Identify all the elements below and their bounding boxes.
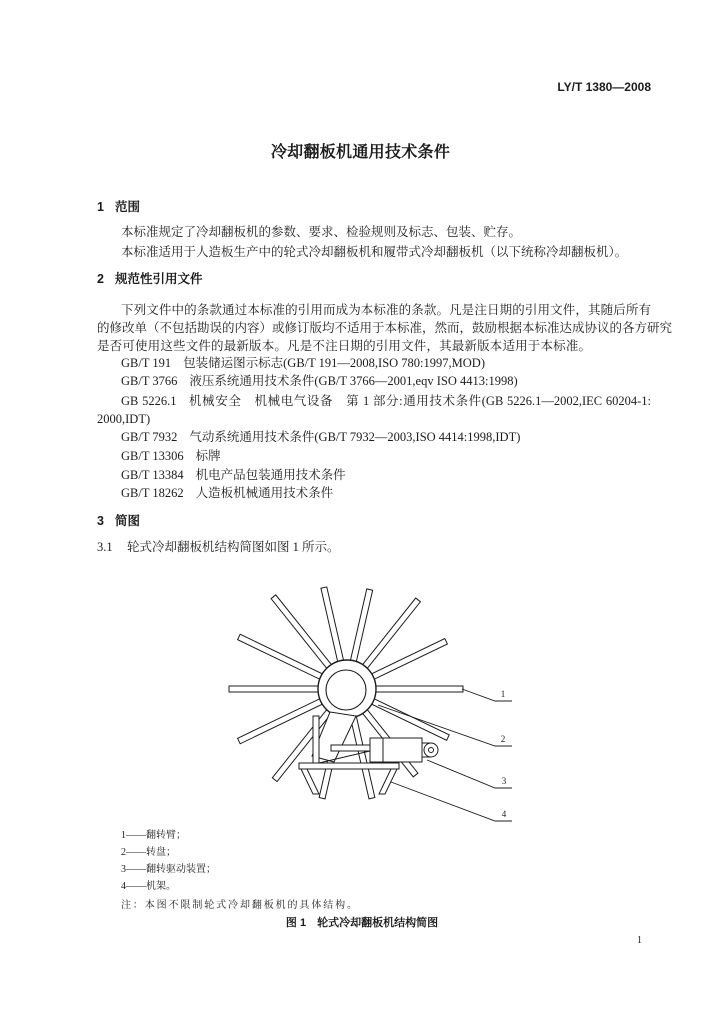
spoke — [321, 587, 344, 661]
leader-line-3 — [427, 760, 512, 788]
figure-caption-label: 图 1 — [285, 917, 307, 929]
paragraph-line: 是否可使用这些文件的最新版本。凡是不注日期的引用文件，其最新版本适用于本标准。 — [97, 339, 591, 353]
document-title: 冷却翻板机通用技术条件 — [270, 144, 451, 161]
paragraph-line: 的修改单（不包括勘误的内容）或修订版均不适用于本标准，然而，鼓励根据本标准达成协议的各方研究 — [97, 321, 673, 335]
spoke — [376, 686, 463, 692]
piston-rod — [331, 745, 370, 751]
reference-title: 气动系统通用技术条件(GB/T 7932—2003,ISO 4414:1998,IDT) — [189, 430, 521, 444]
figure-caption — [0, 917, 721, 930]
frame-left-leg — [301, 769, 319, 794]
hub-outer-ring — [318, 660, 376, 718]
reference-title: 机械安全 机械电气设备 第 1 部分:通用技术条件(GB 5226.1—2002,IEC 60204-1: — [188, 394, 651, 408]
reference-code: GB/T 7932 — [121, 430, 178, 444]
frame-top-bar — [299, 763, 399, 769]
turning-drive-cylinder — [331, 738, 438, 762]
callout-label-1: 1 — [500, 689, 506, 699]
reference-item — [121, 394, 651, 409]
section-heading-scope — [97, 200, 140, 215]
figure-caption-gap — [306, 917, 317, 929]
reference-item — [121, 468, 346, 483]
legend-item: 3——翻转驱动装置； — [121, 864, 216, 875]
cylinder-body — [370, 738, 422, 762]
reference-title: 机电产品包装通用技术条件 — [195, 468, 346, 482]
cylinder-pin-center — [429, 748, 434, 753]
subsection-number: 3.1 — [97, 540, 113, 554]
frame-right-leg — [379, 769, 397, 794]
figure-note: 注：本图不限制轮式冷却翻板机的具体结构。 — [121, 900, 357, 911]
reference-code: GB/T 191 — [121, 356, 172, 370]
frame-post — [313, 716, 319, 763]
turntable-hub — [318, 660, 376, 718]
wheel-cooling-turner-diagram — [215, 570, 525, 828]
section-number: 2 — [97, 272, 104, 286]
spoke — [229, 686, 318, 692]
subsection-3-1 — [97, 540, 340, 555]
reference-title: 标牌 — [195, 449, 221, 463]
spoke — [351, 589, 373, 662]
section-heading-diagram — [97, 514, 140, 529]
reference-item — [121, 356, 485, 371]
paragraph-line: 本标准适用于人造板生产中的轮式冷却翻板机和履带式冷却翻板机（以下统称冷却翻板机）。 — [121, 245, 628, 259]
reference-item — [121, 374, 518, 389]
callout-label-3: 3 — [501, 776, 507, 786]
reference-code: GB/T 3766 — [121, 374, 178, 388]
figure-caption-title: 轮式冷却翻板机结构简图 — [317, 917, 439, 929]
reference-title: 包装储运图示标志(GB/T 191—2008,ISO 780:1997,MOD) — [183, 356, 485, 370]
reference-code: GB/T 13306 — [121, 449, 184, 463]
section-title: 简图 — [115, 514, 141, 528]
reference-item — [121, 449, 221, 464]
paragraph-line: 下列文件中的条款通过本标准的引用而成为本标准的条款。凡是注日期的引用文件，其随后所有 — [121, 303, 651, 317]
section-heading-normative-references — [97, 272, 203, 287]
reference-code: GB/T 13384 — [121, 468, 184, 482]
reference-code: GB 5226.1 — [121, 394, 177, 408]
section-number: 1 — [97, 200, 104, 214]
reference-item — [121, 486, 333, 501]
subsection-text: 轮式冷却翻板机结构简图如图 1 所示。 — [127, 540, 340, 554]
section-number: 3 — [97, 514, 104, 528]
paragraph-line: 本标准规定了冷却翻板机的参数、要求、检验规则及标志、包装、贮存。 — [121, 225, 522, 239]
standard-code-header: LY/T 1380—2008 — [557, 80, 651, 94]
legend-item: 2——转盘； — [121, 847, 176, 858]
reference-code: GB/T 18262 — [121, 486, 184, 500]
reference-item — [121, 430, 520, 445]
callout-label-4: 4 — [501, 809, 507, 819]
page-number: 1 — [637, 935, 642, 946]
reference-title: 液压系统通用技术条件(GB/T 3766—2001,eqv ISO 4413:1998) — [189, 374, 518, 388]
reference-title: 人造板机械通用技术条件 — [195, 486, 334, 500]
callout-label-2: 2 — [500, 734, 506, 744]
section-title: 范围 — [115, 200, 141, 214]
legend-item: 4——机架。 — [121, 881, 176, 892]
reference-title-continuation: 2000,IDT) — [97, 412, 151, 426]
legend-item: 1——翻转臂； — [121, 830, 186, 841]
section-title: 规范性引用文件 — [115, 272, 203, 286]
